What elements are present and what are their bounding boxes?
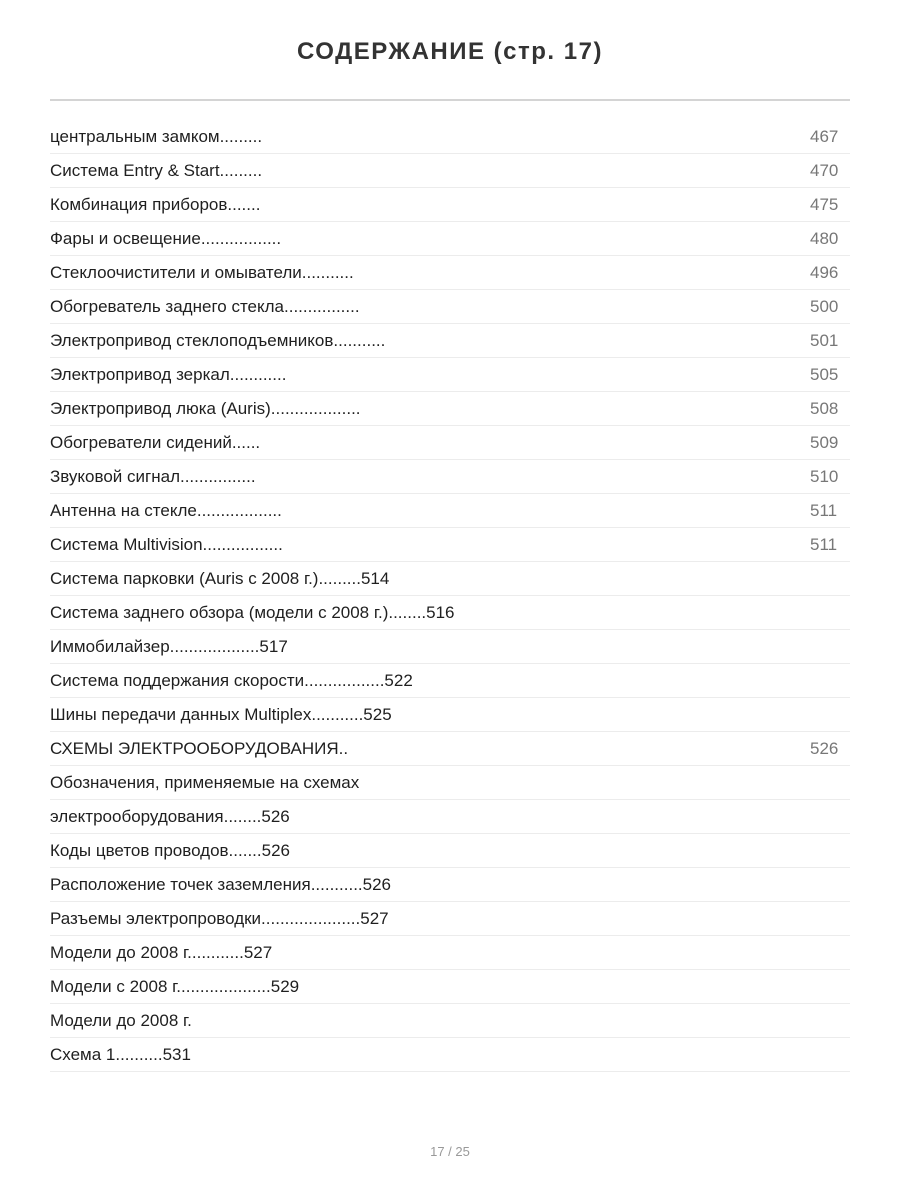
toc-entry-label: Обозначения, применяемые на схемах	[50, 773, 360, 792]
toc-entry-page: 496	[810, 263, 839, 282]
toc-entry[interactable]	[50, 154, 850, 188]
toc-entry-page: 526	[810, 739, 839, 758]
toc-entry-label: Система заднего обзора (модели с 2008 г.)........516	[50, 603, 455, 622]
toc-entry[interactable]	[50, 120, 850, 154]
toc-entry-label: СХЕМЫ ЭЛЕКТРООБОРУДОВАНИЯ..	[50, 739, 349, 758]
toc-entry[interactable]	[50, 834, 850, 868]
toc-entry[interactable]	[50, 800, 850, 834]
toc-entry[interactable]	[50, 766, 850, 800]
toc-entry-page: 480	[810, 229, 839, 248]
toc-entry-page: 467	[810, 127, 839, 146]
toc-entry-label: Разъемы электропроводки.....................527	[50, 909, 389, 928]
toc-entry-page: 511	[810, 535, 838, 554]
toc-entry[interactable]	[50, 596, 850, 630]
toc-entry[interactable]	[50, 1004, 850, 1038]
toc-entry[interactable]	[50, 630, 850, 664]
toc-entry-label: электрооборудования........526	[50, 807, 290, 826]
toc-entry-label: Модели до 2008 г.	[50, 1011, 192, 1030]
toc-entry-label: Иммобилайзер...................517	[50, 637, 288, 656]
toc-entry-label: Система Entry & Start.........	[50, 161, 263, 180]
toc-entry-label: Стеклоочистители и омыватели...........	[50, 263, 354, 282]
page-indicator: 17 / 25	[430, 1144, 470, 1159]
toc-entry-label: Электропривод стеклоподъемников...........	[50, 331, 386, 350]
toc-entry-page: 508	[810, 399, 839, 418]
toc-entry[interactable]	[50, 562, 850, 596]
toc-entry-label: центральным замком.........	[50, 127, 263, 146]
toc-entry-label: Модели с 2008 г....................529	[50, 977, 300, 996]
toc-entry[interactable]	[50, 392, 850, 426]
toc-entry-label: Комбинация приборов.......	[50, 195, 261, 214]
toc-entry[interactable]	[50, 256, 850, 290]
toc-entry[interactable]	[50, 698, 850, 732]
toc-entry-page: 505	[810, 365, 839, 384]
toc-entry-label: Модели до 2008 г............527	[50, 943, 273, 962]
toc-entry[interactable]	[50, 324, 850, 358]
toc-entry[interactable]	[50, 358, 850, 392]
toc-entry-page: 501	[810, 331, 839, 350]
toc-entry[interactable]	[50, 528, 850, 562]
toc-entry[interactable]	[50, 222, 850, 256]
toc-entry[interactable]	[50, 902, 850, 936]
toc-entry[interactable]	[50, 460, 850, 494]
toc-entry[interactable]	[50, 290, 850, 324]
toc-entry-page: 509	[810, 433, 839, 452]
toc-entry[interactable]	[50, 970, 850, 1004]
toc-list	[50, 120, 850, 1072]
toc-entry[interactable]	[50, 494, 850, 528]
toc-entry-label: Шины передачи данных Multiplex...........525	[50, 705, 392, 724]
toc-entry-label: Коды цветов проводов.......526	[50, 841, 290, 860]
toc-entry-label: Обогреватели сидений......	[50, 433, 261, 452]
toc-entry-label: Антенна на стекле..................	[50, 501, 282, 520]
toc-entry-label: Фары и освещение.................	[50, 229, 282, 248]
toc-entry-label: Система поддержания скорости.................522	[50, 671, 413, 690]
toc-entry-page: 500	[810, 297, 839, 316]
toc-entry[interactable]	[50, 426, 850, 460]
toc-entry-label: Расположение точек заземления...........526	[50, 875, 392, 894]
toc-entry-page: 475	[810, 195, 839, 214]
toc-entry[interactable]	[50, 1038, 850, 1072]
toc-entry[interactable]	[50, 868, 850, 902]
toc-entry-label: Система парковки (Auris с 2008 г.).........514	[50, 569, 390, 588]
toc-entry[interactable]	[50, 664, 850, 698]
toc-entry-page: 510	[810, 467, 839, 486]
title-divider	[50, 99, 850, 101]
toc-entry[interactable]	[50, 188, 850, 222]
page-title: СОДЕРЖАНИЕ (стр. 17)	[297, 38, 603, 65]
toc-entry[interactable]	[50, 936, 850, 970]
toc-entry-label: Электропривод зеркал............	[50, 365, 287, 384]
toc-entry-label: Звуковой сигнал................	[50, 467, 256, 486]
toc-entry-label: Система Multivision.................	[50, 535, 283, 554]
toc-entry-label: Обогреватель заднего стекла................	[50, 297, 360, 316]
toc-entry-label: Электропривод люка (Auris)...................	[50, 399, 361, 418]
toc-entry[interactable]	[50, 732, 850, 766]
toc-entry-label: Схема 1..........531	[50, 1045, 191, 1064]
toc-entry-page: 470	[810, 161, 839, 180]
toc-entry-page: 511	[810, 501, 838, 520]
